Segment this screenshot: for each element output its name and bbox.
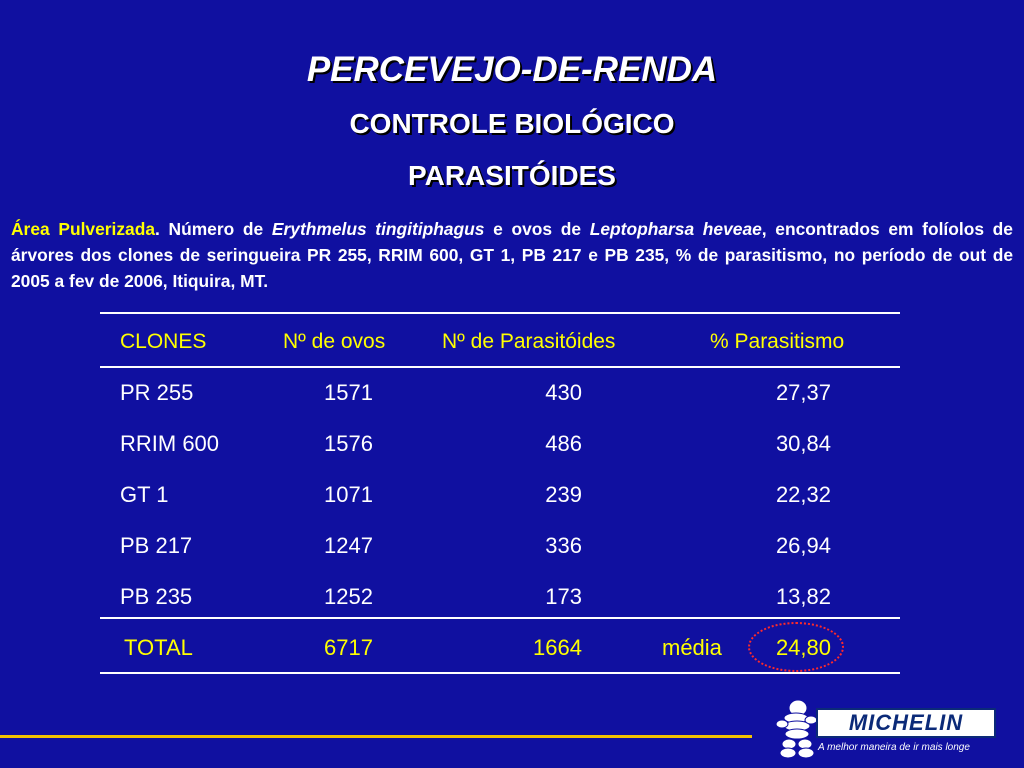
logo-wordmark: MICHELIN [848, 710, 964, 735]
cell-parasitismo: 30,84 [775, 431, 831, 456]
caption-highlight: Área Pulverizada [11, 219, 156, 239]
cell-parasitismo: 22,32 [775, 482, 831, 507]
cell-parasitoides: 336 [545, 533, 582, 558]
cell-parasitismo: 26,94 [775, 533, 831, 558]
total-label: TOTAL [124, 635, 193, 660]
cell-ovos: 1571 [324, 380, 373, 405]
michelin-logo [776, 698, 1000, 760]
column-header-clones: CLONES [120, 330, 207, 353]
table-total-rule [100, 617, 900, 619]
table-bottom-rule [100, 672, 900, 674]
page-subtitle-parasitoides: PARASITÓIDES [408, 160, 616, 191]
column-header-parasitoides: Nº de Parasitóides [442, 330, 616, 353]
cell-parasitismo: 13,82 [775, 584, 831, 609]
page-subtitle-controle: CONTROLE BIOLÓGICO [349, 108, 675, 139]
cell-clone: PB 235 [120, 584, 193, 609]
table-top-rule [100, 312, 900, 314]
caption-species-2: Leptopharsa heveae [589, 219, 762, 239]
cell-parasitoides: 239 [545, 482, 582, 507]
cell-clone: GT 1 [120, 482, 169, 507]
total-ovos: 6717 [324, 635, 373, 660]
caption-text-2: e ovos de [484, 219, 590, 239]
column-header-parasitismo: % Parasitismo [710, 330, 845, 353]
logo-wordmark-box [816, 708, 996, 738]
cell-clone: RRIM 600 [120, 431, 220, 456]
media-highlight-circle [748, 622, 844, 672]
cell-ovos: 1252 [324, 584, 373, 609]
column-header-ovos: Nº de ovos [283, 330, 386, 353]
cell-clone: PR 255 [120, 380, 194, 405]
bibendum-icon [776, 698, 820, 760]
media-label: média [662, 635, 722, 660]
cell-parasitoides: 486 [545, 431, 582, 456]
caption-species-1: Erythmelus tingitiphagus [271, 219, 485, 239]
page-title: PERCEVEJO-DE-RENDA [306, 50, 718, 89]
table-header-rule [100, 366, 900, 368]
cell-ovos: 1576 [324, 431, 373, 456]
footer-accent-line [0, 735, 752, 738]
cell-parasitoides: 430 [545, 380, 582, 405]
cell-clone: PB 217 [120, 533, 193, 558]
caption-text-3: , encontrados em folíolos de árvores dos clones de seringueira PR 255, RRIM 600, GT 1, PB 217 e PB 235, % de parasitismo, no período de out de 2005 a fev de 2006, Itiquira, MT. [11, 219, 1013, 291]
media-value: 24,80 [775, 635, 831, 660]
cell-parasitoides: 173 [545, 584, 582, 609]
cell-ovos: 1071 [324, 482, 373, 507]
caption-text-1: . Número de [155, 219, 272, 239]
table-caption [11, 216, 1013, 294]
cell-ovos: 1247 [324, 533, 373, 558]
cell-parasitismo: 27,37 [775, 380, 831, 405]
logo-tagline: A melhor maneira de ir mais longe [818, 742, 970, 753]
total-parasitoides: 1664 [533, 635, 582, 660]
